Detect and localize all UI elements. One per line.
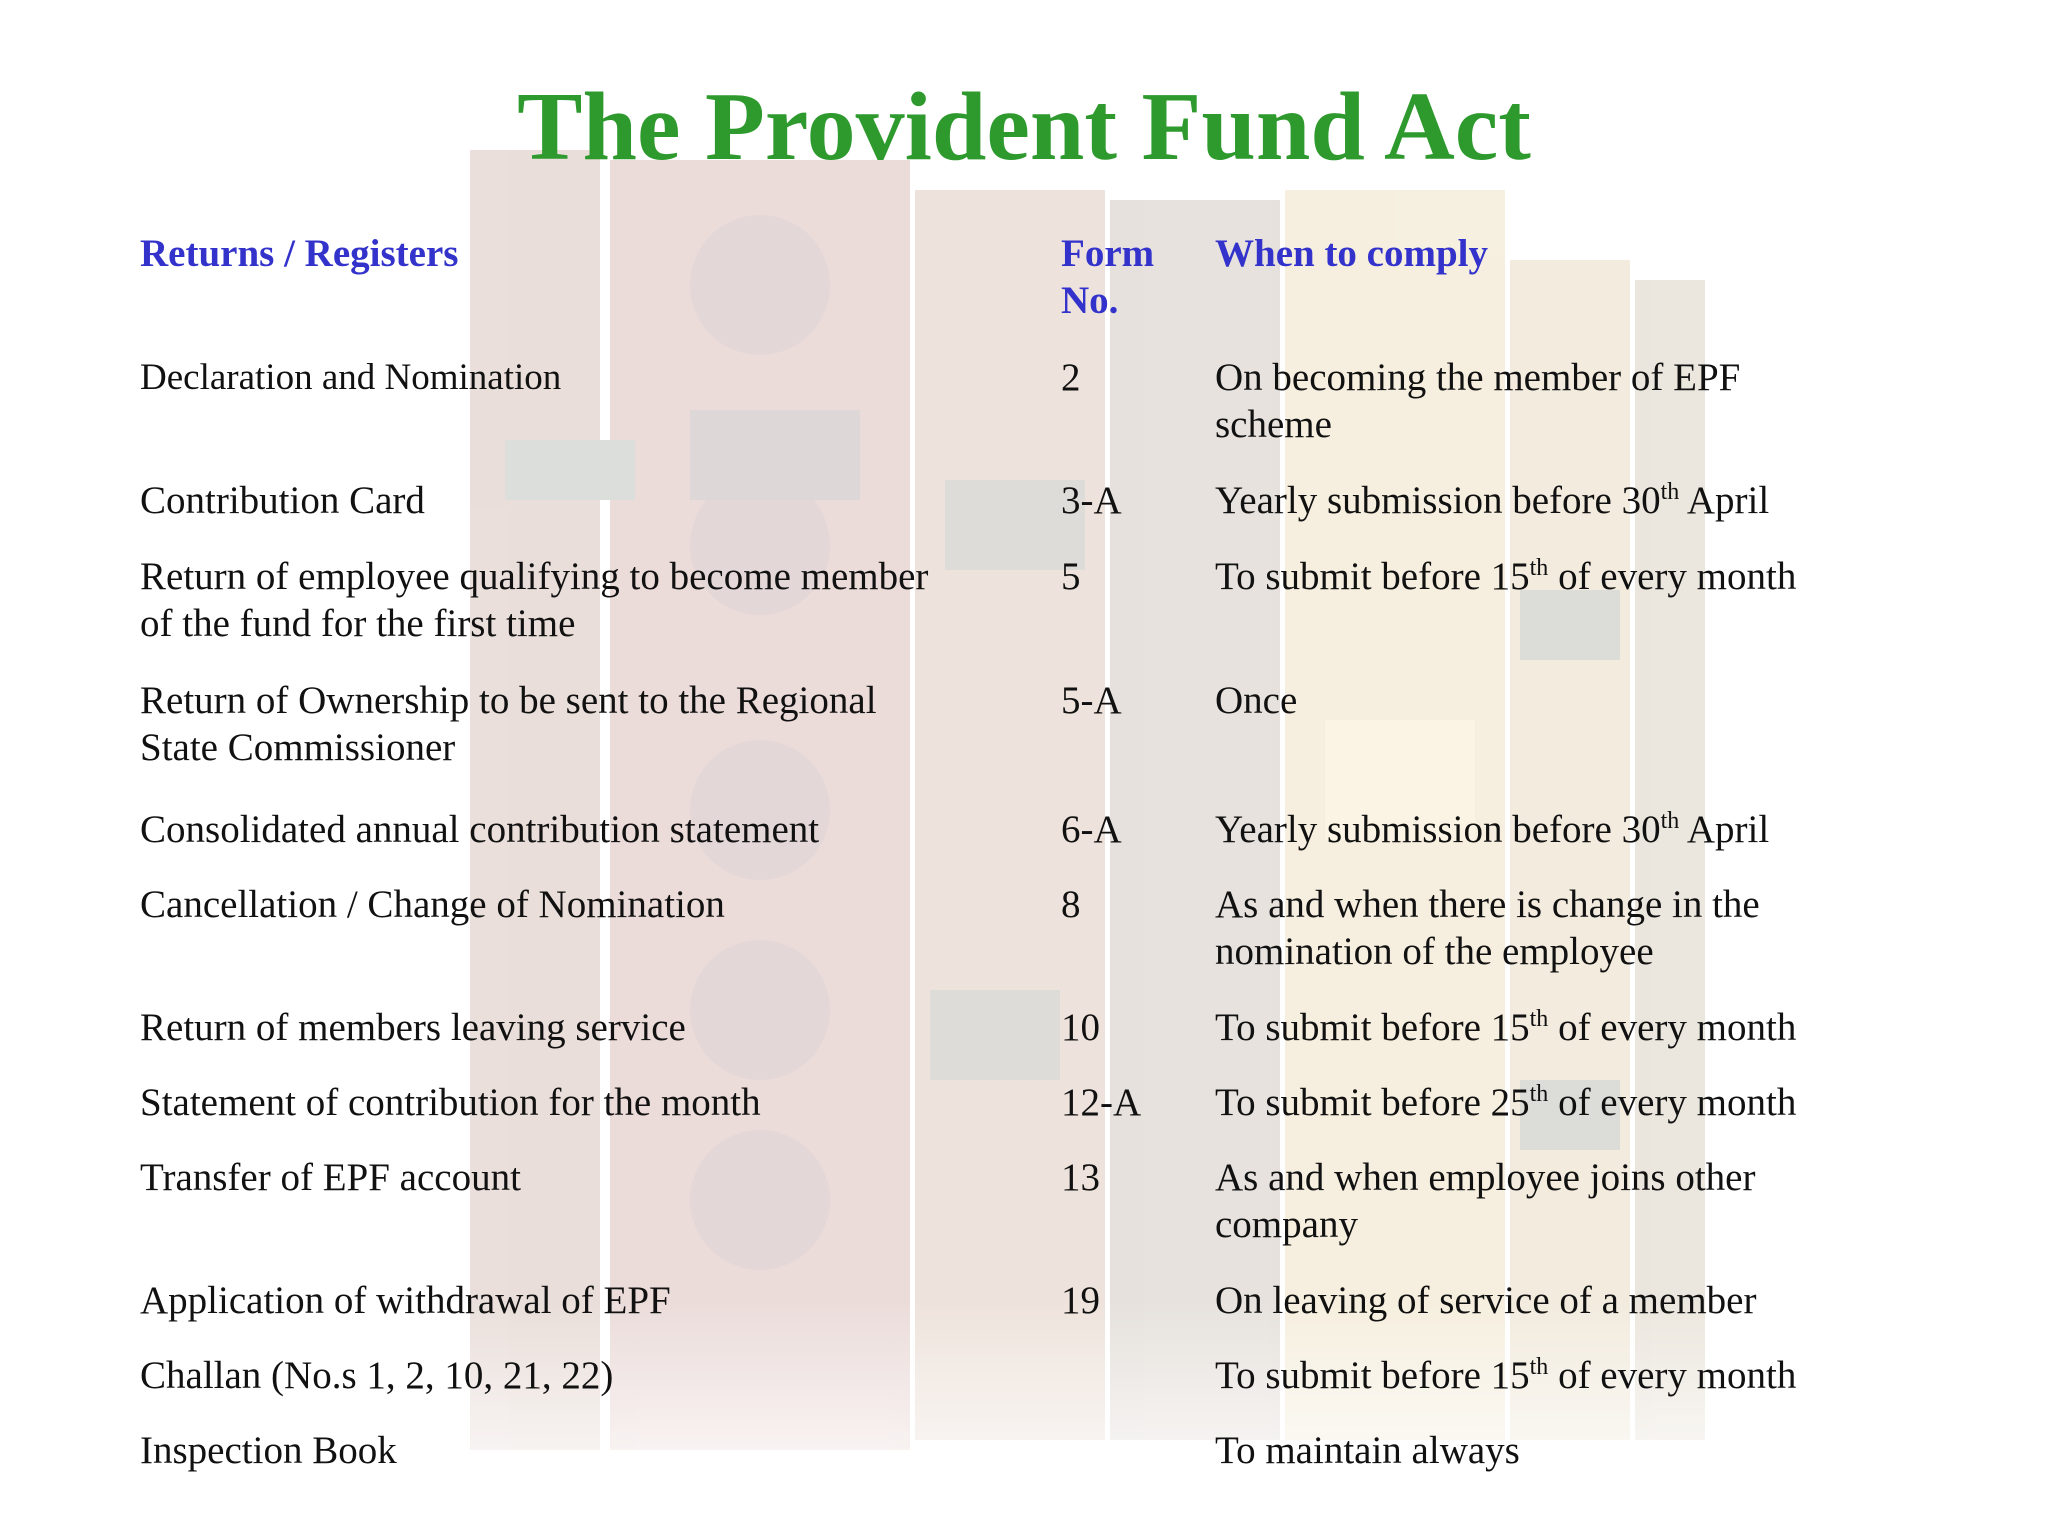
row-form: 13 <box>1061 1156 1100 1199</box>
slide-title: The Provident Fund Act <box>517 73 1531 181</box>
row-form: 5-A <box>1061 679 1122 722</box>
row-when <box>1215 1352 1796 1399</box>
row-name: Application of withdrawal of EPF <box>140 1279 671 1322</box>
row-when-text-end: April <box>1679 808 1770 851</box>
row-when <box>1215 477 1769 524</box>
row-when-ordinal: th <box>1529 1081 1549 1107</box>
row-when-text-end: April <box>1679 479 1770 522</box>
row-when: On leaving of service of a member <box>1215 1279 1757 1322</box>
header-returns-registers: Returns / Registers <box>140 232 459 275</box>
row-when <box>1215 1154 1755 1248</box>
row-name: Statement of contribution for the month <box>140 1081 761 1124</box>
row-when-ordinal: th <box>1660 808 1680 834</box>
row-name: Return of members leaving service <box>140 1006 686 1049</box>
row-name-line2: of the fund for the first time <box>140 602 576 645</box>
row-when <box>1215 1079 1796 1126</box>
row-when-ordinal: th <box>1529 555 1549 581</box>
row-form: 3-A <box>1061 479 1122 522</box>
header-when-to-comply: When to comply <box>1215 232 1488 275</box>
row-form: 5 <box>1061 555 1081 598</box>
row-name <box>140 553 928 647</box>
row-when-ordinal: th <box>1660 479 1680 505</box>
row-when-line1: As and when there is change in the <box>1215 883 1760 926</box>
row-when-text: To submit before 15 <box>1215 1006 1530 1049</box>
row-when-text: To submit before 25 <box>1215 1081 1530 1124</box>
row-when-line2: scheme <box>1215 403 1332 446</box>
row-name: Cancellation / Change of Nomination <box>140 883 725 926</box>
row-when <box>1215 354 1740 448</box>
row-name: Transfer of EPF account <box>140 1156 521 1199</box>
row-name <box>140 677 877 771</box>
row-name: Contribution Card <box>140 479 425 522</box>
row-when-text: Yearly submission before 30 <box>1215 808 1661 851</box>
header-form-no <box>1061 230 1154 324</box>
row-when-text: Yearly submission before 30 <box>1215 479 1661 522</box>
row-form: 2 <box>1061 356 1081 399</box>
row-when-text: To submit before 15 <box>1215 555 1530 598</box>
row-when-text-end: of every month <box>1548 555 1797 598</box>
row-when-text-end: of every month <box>1548 1006 1797 1049</box>
header-form-line1: Form <box>1061 232 1155 275</box>
row-when-line1: As and when employee joins other <box>1215 1156 1756 1199</box>
row-name-line1: Return of Ownership to be sent to the Regional <box>140 679 877 722</box>
row-when-line2: nomination of the employee <box>1215 930 1654 973</box>
row-when: To maintain always <box>1215 1429 1520 1472</box>
row-when <box>1215 1004 1796 1051</box>
row-when-text-end: of every month <box>1548 1354 1797 1397</box>
row-when-text-end: of every month <box>1548 1081 1797 1124</box>
row-form: 12-A <box>1061 1081 1142 1124</box>
row-when-line2: company <box>1215 1203 1358 1246</box>
row-name: Inspection Book <box>140 1429 397 1472</box>
row-when-text: To submit before 15 <box>1215 1354 1530 1397</box>
row-name: Consolidated annual contribution statement <box>140 808 820 851</box>
row-when-ordinal: th <box>1529 1354 1549 1380</box>
row-form: 6-A <box>1061 808 1122 851</box>
row-form: 10 <box>1061 1006 1100 1049</box>
row-when <box>1215 806 1769 853</box>
row-name-line2: State Commissioner <box>140 726 456 769</box>
row-name-line1: Return of employee qualifying to become member <box>140 555 929 598</box>
row-name: Declaration and Nomination <box>140 357 562 398</box>
row-when: Once <box>1215 679 1298 722</box>
row-when-ordinal: th <box>1529 1006 1549 1032</box>
row-when <box>1215 553 1796 600</box>
header-form-line2: No. <box>1061 279 1119 322</box>
row-form: 19 <box>1061 1279 1100 1322</box>
row-when-line1: On becoming the member of EPF <box>1215 356 1741 399</box>
row-name: Challan (No.s 1, 2, 10, 21, 22) <box>140 1354 614 1397</box>
row-when <box>1215 881 1760 975</box>
row-form: 8 <box>1061 883 1081 926</box>
